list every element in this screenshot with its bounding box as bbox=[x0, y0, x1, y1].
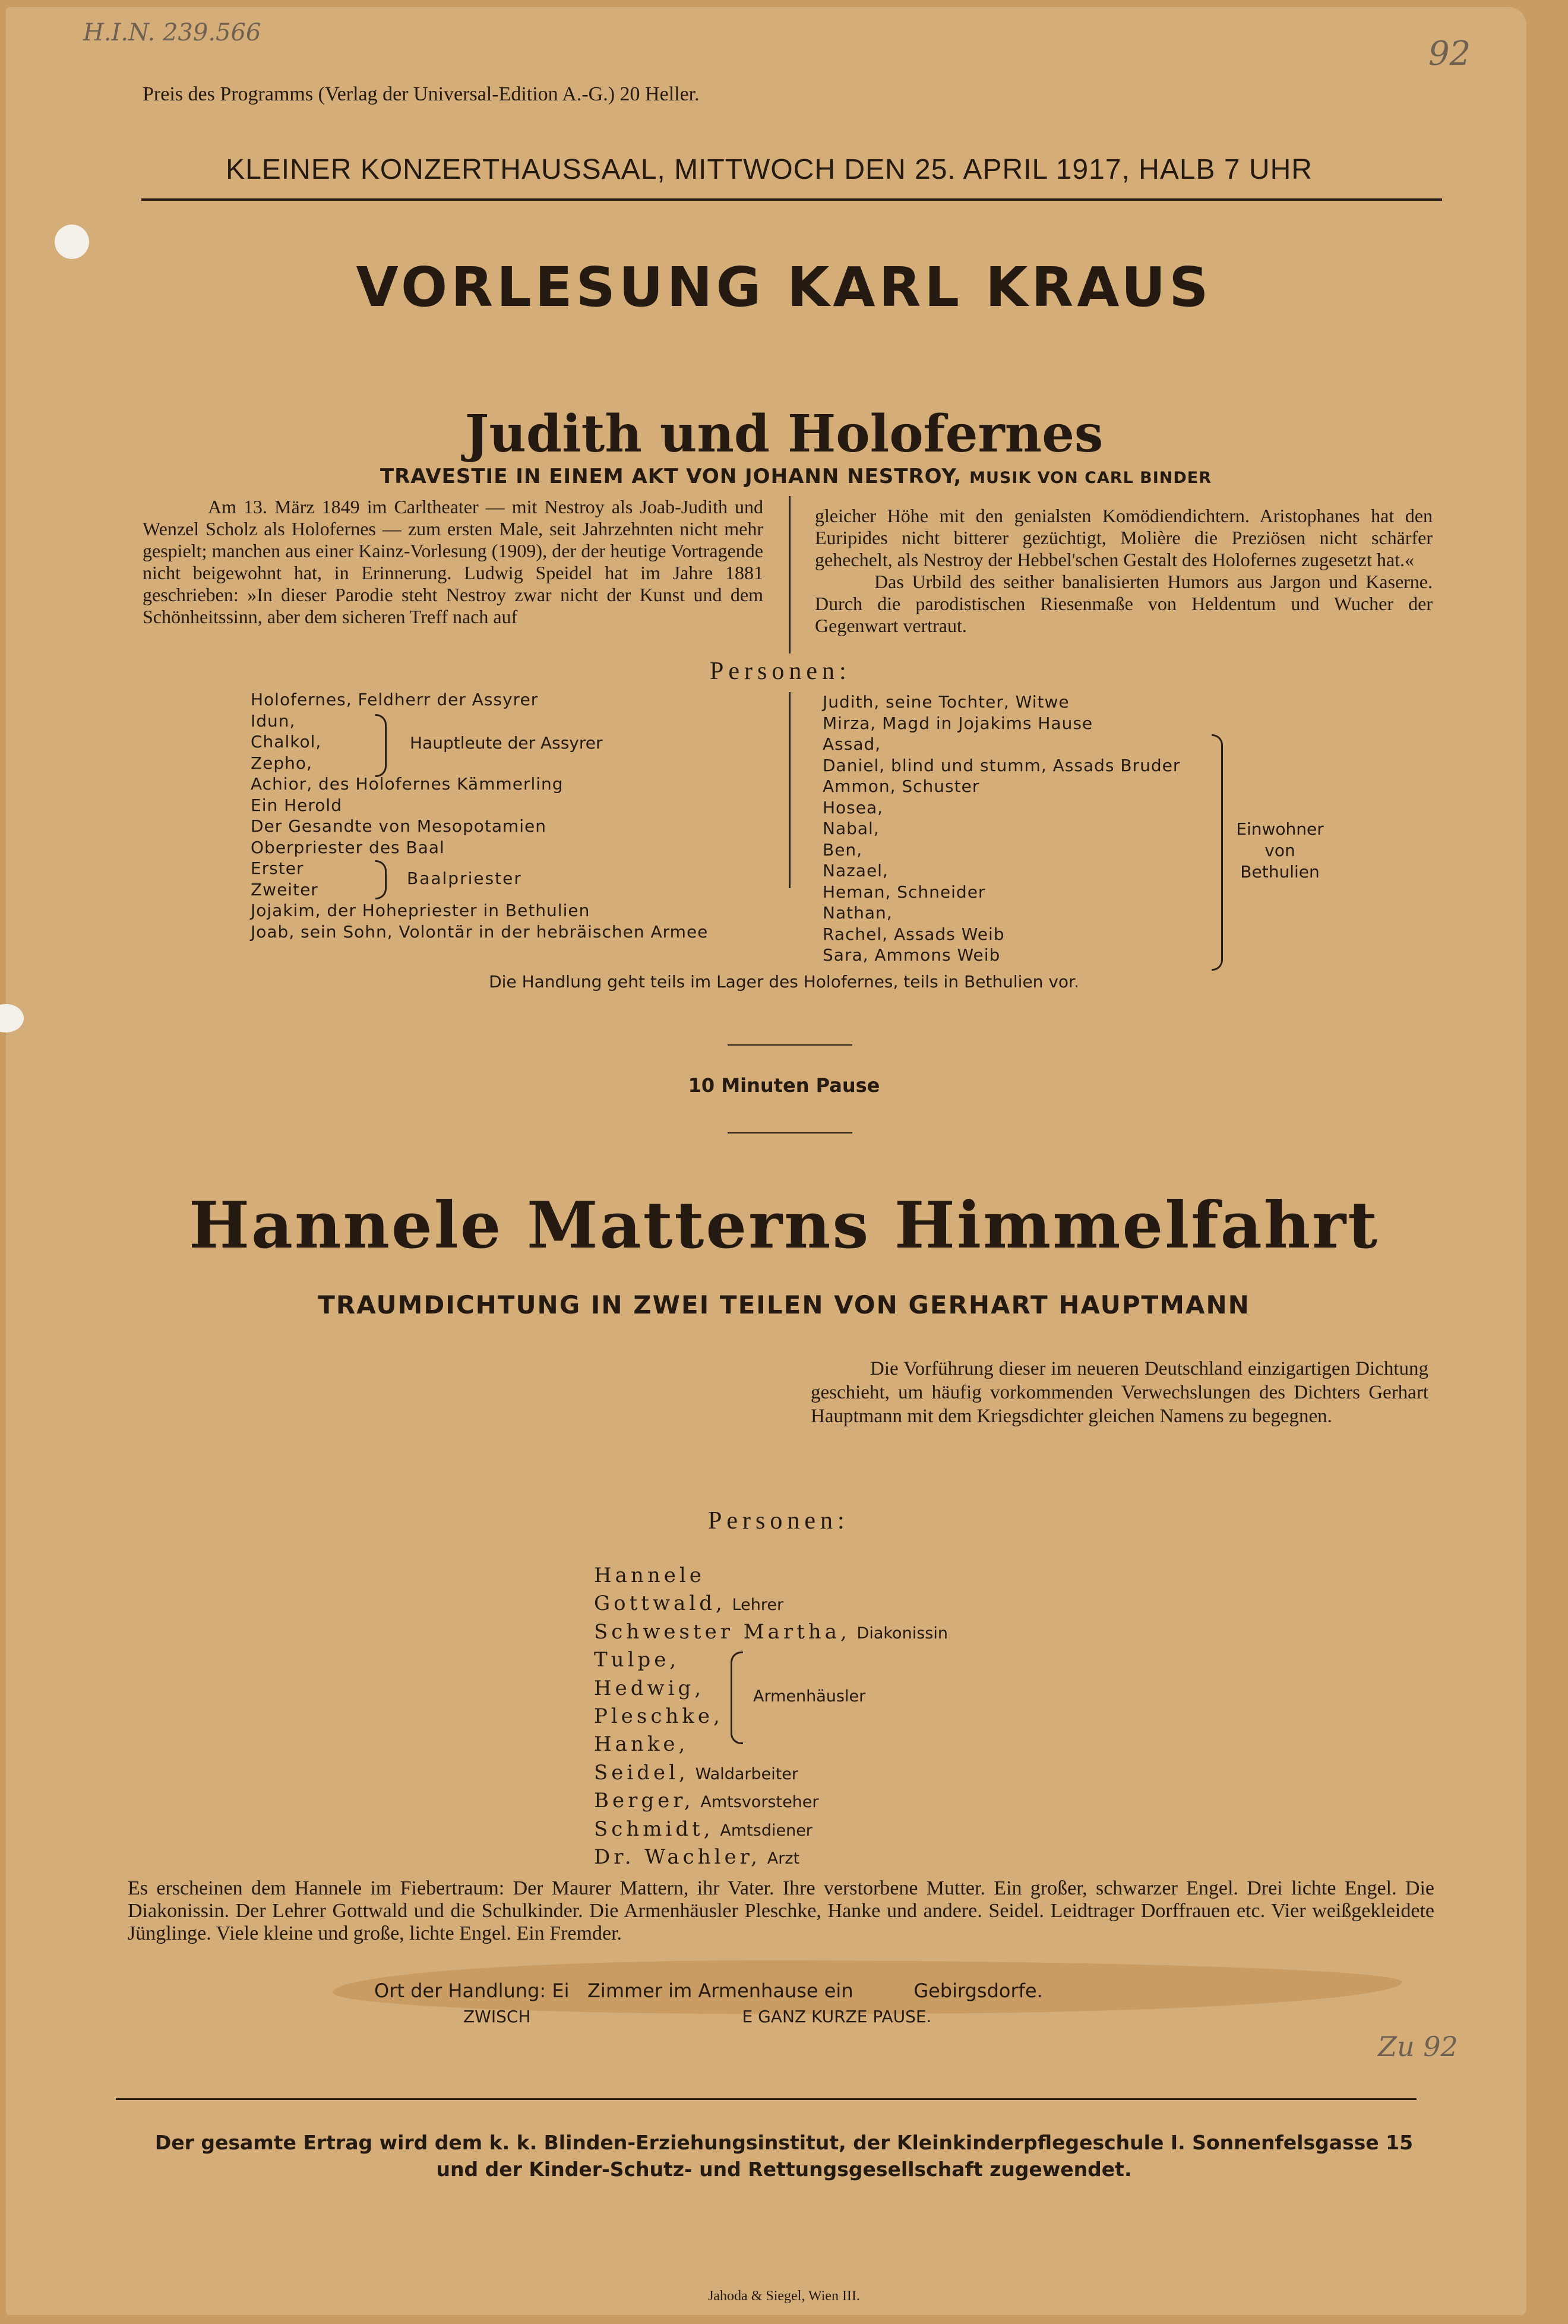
event-title: VORLESUNG KARL KRAUS bbox=[356, 255, 1212, 319]
cast-member: Jojakim, der Hohepriester in Bethulien bbox=[251, 901, 590, 920]
cast-member: Schmidt, Amtsdiener bbox=[594, 1817, 813, 1841]
cast-member: Ammon, Schuster bbox=[823, 776, 980, 796]
einwohner-line-3: Bethulien bbox=[1240, 862, 1320, 882]
cast-member: Zepho, bbox=[251, 753, 312, 773]
intro-right-para-2: Das Urbild des seither banalisierten Humors aus Jargon und Kaserne. Durch die parodistischen Riesenmaße von Heldentum und Wucher der Gegenwart vertraut. bbox=[815, 571, 1433, 636]
cast-member: Hanke, bbox=[594, 1732, 689, 1757]
play1-personen-heading: Personen: bbox=[710, 658, 851, 685]
pause-rule-bottom bbox=[728, 1132, 852, 1133]
cast-member: Nazael, bbox=[823, 861, 889, 880]
play1-cast-right bbox=[823, 691, 1180, 966]
cast-member: Erster bbox=[251, 858, 304, 878]
play2-pause-fragment: ZWISCH E GANZ KURZE PAUSE. bbox=[463, 2007, 932, 2026]
play1-title: Judith und Holofernes bbox=[464, 404, 1104, 464]
cast-member: Sara, Ammons Weib bbox=[823, 945, 1001, 965]
play1-subtitle bbox=[350, 465, 1241, 488]
play2-title: Hannele Matterns Himmelfahrt bbox=[188, 1188, 1380, 1263]
baalpriester-label: Baalpriester bbox=[407, 869, 522, 888]
einwohner-brace bbox=[1212, 734, 1223, 971]
cast-member: Rachel, Assads Weib bbox=[823, 924, 1005, 944]
archive-reference: Zu 92 bbox=[1378, 2031, 1458, 2063]
cast-member: Hannele bbox=[594, 1564, 705, 1587]
armenhaeusler-label: Armenhäusler bbox=[753, 1687, 866, 1706]
cast-member: Berger, Amtsvorsteher bbox=[594, 1789, 819, 1813]
footer-rule bbox=[116, 2098, 1417, 2100]
cast-member: Holofernes, Feldherr der Assyrer bbox=[251, 690, 539, 709]
punch-hole bbox=[55, 225, 89, 259]
play2-dream-figures: Es erscheinen dem Hannele im Fiebertraum: Der Maurer Mattern, ihr Vater. Ihre verstorbene Mutter. Ein großer, schwarzer Engel. Drei lichte Engel. Die Diakonissin. Der Lehrer Gottwald und die Schulkinder. Die Armenhäusler Pleschke, Hanke und andere. Seidel. Leidtrager Dorffrauen etc. Vier weißgekleidete Jünglinge. Viele kleine und große, lichte Engel. Ein Fremder. bbox=[128, 1877, 1434, 1944]
play1-subtitle-music: MUSIK VON CARL BINDER bbox=[969, 469, 1212, 487]
hauptleute-brace bbox=[375, 714, 387, 777]
cast-divider bbox=[789, 692, 791, 888]
cast-member: Chalkol, bbox=[251, 732, 322, 751]
cast-member: Daniel, blind und stumm, Assads Bruder bbox=[823, 755, 1181, 775]
page-number-mark: 92 bbox=[1428, 34, 1471, 73]
cast-member: Ben, bbox=[823, 839, 863, 860]
cast-member: Ein Herold bbox=[251, 795, 342, 815]
archive-number: H.I.N. 239.566 bbox=[83, 19, 261, 46]
play1-intro-right bbox=[815, 505, 1433, 637]
cast-member: Gottwald, Lehrer bbox=[594, 1592, 784, 1616]
proceeds-line-1: Der gesamte Ertrag wird dem k. k. Blinden-Erziehungsinstitut, der Kleinkinderpflegeschule I. Sonnenfelsgasse 15 bbox=[154, 2131, 1414, 2154]
cast-member: Nabal, bbox=[823, 819, 880, 838]
play1-intro-left: Am 13. März 1849 im Carltheater — mit Nestroy als Joab-Judith und Wenzel Scholz als Holofernes — zum ersten Male, seit Jahrzehnten nicht mehr gespielt; manchen aus einer Kainz-Vorlesung (1909), der der heutige Vortragende nicht beigewohnt hat, in Erinnerung. Ludwig Speidel hat im Jahre 1881 geschrieben: »In dieser Parodie steht Nestroy zwar nicht der Kunst und dem Schönheitssinn, aber dem sicheren Treff nach auf bbox=[143, 496, 763, 627]
cast-member: Seidel, Waldarbeiter bbox=[594, 1760, 799, 1785]
cast-member: Tulpe, bbox=[594, 1648, 680, 1672]
cast-member: Heman, Schneider bbox=[823, 882, 986, 902]
cast-member: Joab, sein Sohn, Volontär in der hebräischen Armee bbox=[251, 921, 709, 942]
play2-note: Die Vorführung dieser im neueren Deutschland einzigartigen Dichtung geschieht, um häufig vorkommenden Verwechslungen des Dichters Gerhart Hauptmann mit dem Kriegsdichter gleichen Namens zu begegnen. bbox=[811, 1358, 1428, 1427]
cast-member: Schwester Martha, Diakonissin bbox=[594, 1619, 948, 1644]
intermission: 10 Minuten Pause bbox=[688, 1074, 880, 1097]
header-rule bbox=[141, 198, 1442, 201]
cast-member: Der Gesandte von Mesopotamien bbox=[251, 816, 547, 836]
einwohner-line-2: von bbox=[1264, 841, 1295, 860]
cast-member: Hedwig, bbox=[594, 1676, 705, 1700]
armenhaeusler-brace bbox=[731, 1652, 743, 1744]
intro-right-para-1: gleicher Höhe mit den genialsten Komödiendichtern. Aristophanes hat den Euripides nicht bitterer gezüchtigt, Molière die Preziösen nicht schärfer gehechelt, als Nestroy der Hebbel'schen Gestalt des Holofernes zugesetzt hat.« bbox=[815, 505, 1433, 570]
pause-rule-top bbox=[728, 1044, 852, 1046]
einwohner-line-1: Einwohner bbox=[1236, 819, 1324, 839]
play1-cast-left bbox=[251, 689, 708, 942]
cast-member: Mirza, Magd in Jojakims Hause bbox=[823, 713, 1093, 733]
einwohner-label bbox=[1229, 819, 1330, 883]
cast-member: Dr. Wachler, Arzt bbox=[594, 1845, 800, 1870]
proceeds-line-2: und der Kinder-Schutz- und Rettungsgesellschaft zugewendet. bbox=[436, 2158, 1132, 2181]
cast-member: Nathan, bbox=[823, 903, 893, 923]
play2-subtitle: TRAUMDICHTUNG IN ZWEI TEILEN VON GERHART HAUPTMANN bbox=[318, 1290, 1250, 1319]
play2-setting-fragment: Ort der Handlung: Ei Zimmer im Armenhause ein Gebirgsdorfe. bbox=[374, 1979, 1043, 2002]
printer-imprint: Jahoda & Siegel, Wien III. bbox=[708, 2288, 860, 2304]
venue-date-line: KLEINER KONZERTHAUSSAAL, MITTWOCH DEN 25. APRIL 1917, HALB 7 UHR bbox=[226, 154, 1313, 185]
cast-member: Pleschke, bbox=[594, 1704, 723, 1729]
play1-setting: Die Handlung geht teils im Lager des Holofernes, teils in Bethulien vor. bbox=[489, 972, 1079, 992]
cast-member: Judith, seine Tochter, Witwe bbox=[823, 692, 1070, 712]
cast-member: Zweiter bbox=[251, 879, 318, 899]
play2-cast bbox=[594, 1562, 948, 1872]
cast-member: Assad, bbox=[823, 734, 881, 754]
hauptleute-label: Hauptleute der Assyrer bbox=[410, 733, 603, 753]
cast-member: Achior, des Holofernes Kämmerling bbox=[251, 774, 564, 794]
play2-personen-heading: Personen: bbox=[708, 1507, 849, 1534]
program-price: Preis des Programms (Verlag der Universal-Edition A.-G.) 20 Heller. bbox=[143, 83, 700, 105]
cast-member: Idun, bbox=[251, 711, 296, 731]
column-divider bbox=[789, 496, 791, 653]
cast-member: Oberpriester des Baal bbox=[251, 837, 445, 857]
proceeds-notice bbox=[0, 2129, 1568, 2183]
baalpriester-brace bbox=[375, 860, 387, 899]
cast-member: Hosea, bbox=[823, 797, 884, 817]
play1-subtitle-main: TRAVESTIE IN EINEM AKT VON JOHANN NESTROY, bbox=[380, 465, 962, 488]
